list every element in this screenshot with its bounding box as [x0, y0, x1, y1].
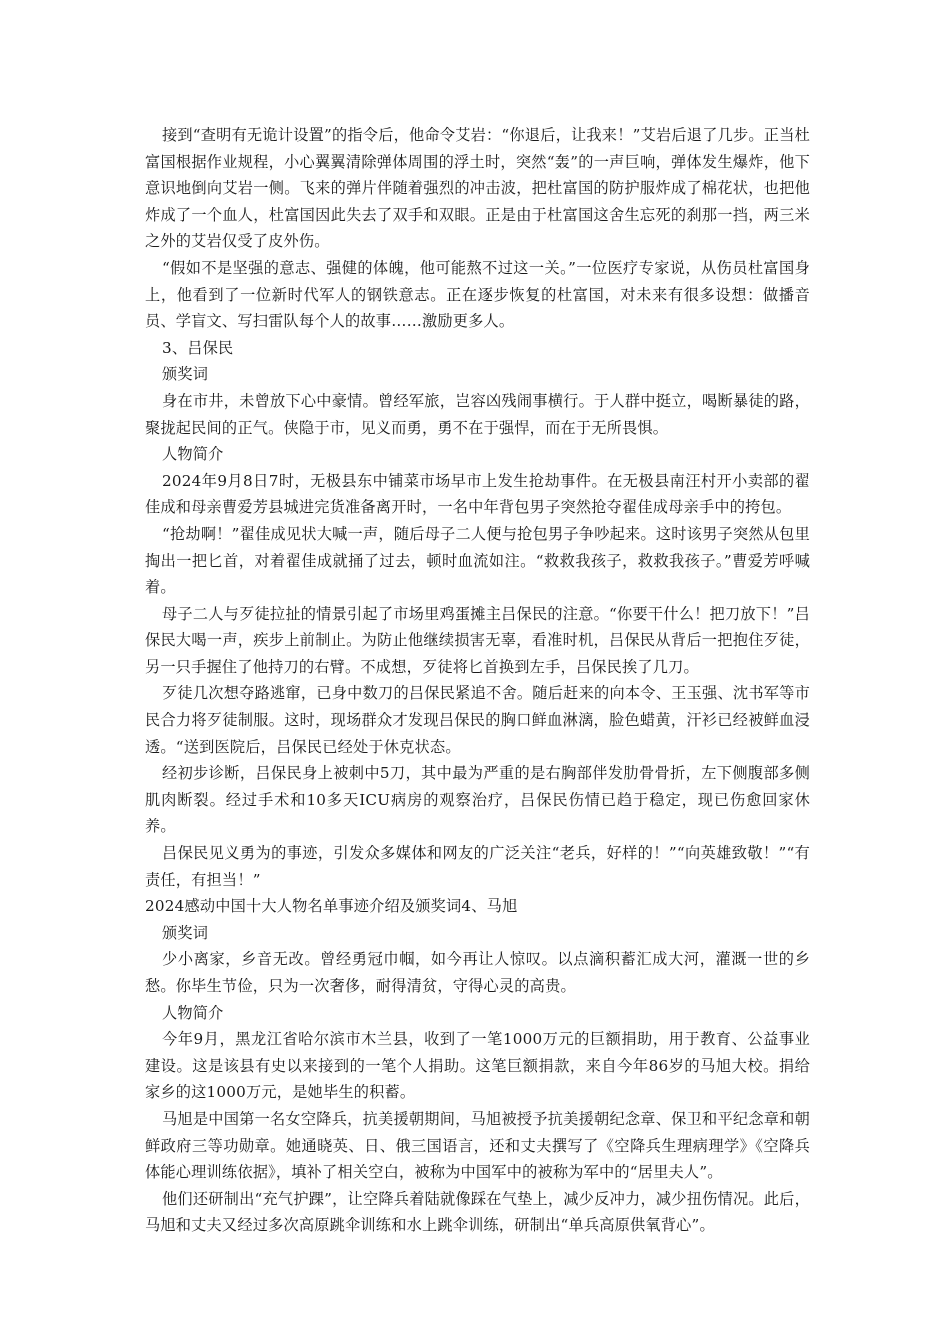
paragraph-du-fuguo-recovery: “假如不是坚强的意志、强健的体魄，他可能熬不过这一关。”一位医疗专家说，从伤员杜富国身上，他看到了一位新时代军人的钢铁意志。正在逐步恢复的杜富国，对未来有很多设想：做播音员、学盲文、写扫雷队每个人的故事……激励更多人。 [145, 258, 810, 331]
paragraph-lv-baomin-chase: 歹徒几次想夺路逃窜，已身中数刀的吕保民紧追不舍。随后赶来的向本令、王玉强、沈书军等市民合力将歹徒制服。这时，现场群众才发现吕保民的胸口鲜血淋漓，脸色蜡黄，汗衫已经被鲜血浸透。“送到医院后，吕保民已经处于休克状态。 [145, 684, 810, 756]
paragraph-ma-xu-inventions: 他们还研制出“充气护踝”，让空降兵着陆就像踩在气垫上，减少反冲力，减少扭伤情况。此后，马旭和丈夫又经过多次高原跳伞训练和水上跳伞训练，研制出“单兵高原供氧背心”。 [145, 1189, 810, 1235]
paragraph-ma-xu-paratrooper: 马旭是中国第一名女空降兵，抗美援朝期间，马旭被授予抗美援朝纪念章、保卫和平纪念章和朝鲜政府三等功勋章。她通晓英、日、俄三国语言，还和丈夫撰写了《空降兵生理病理学》《空降兵体能心理训练依据》，填补了相关空白，被称为中国军中的被称为军中的“居里夫人”。 [145, 1109, 810, 1182]
document-body [145, 122, 810, 1239]
paragraph-lv-baomin-award: 身在市井，未曾放下心中豪情。曾经军旅，岂容凶残闹事横行。于人群中挺立，喝断暴徒的路，聚拢起民间的正气。侠隐于市，见义而勇，勇不在于强悍，而在于无所畏惧。 [145, 391, 810, 437]
paragraph-ma-xu-donation: 今年9月，黑龙江省哈尔滨市木兰县，收到了一笔1000万元的巨额捐助，用于教育、公益事业建设。这是该县有史以来接到的一笔个人捐助。这笔巨额捐款，来自今年86岁的马旭大校。捐给家乡的这1000万元，是她毕生的积蓄。 [145, 1030, 810, 1102]
subheading-award-speech-2: 颁奖词 [162, 923, 209, 942]
paragraph-lv-baomin-diagnosis: 经初步诊断，吕保民身上被刺中5刀，其中最为严重的是右胸部伴发肋骨骨折，左下侧腹部多侧肌肉断裂。经过手术和10多天ICU病房的观察治疗，吕保民伤情已趋于稳定，现已伤愈回家休养。 [145, 764, 810, 836]
paragraph-lv-baomin-intervene: 母子二人与歹徒拉扯的情景引起了市场里鸡蛋摊主吕保民的注意。“你要干什么！把刀放下！”吕保民大喝一声，疾步上前制止。为防止他继续损害无辜，看准时机，吕保民从背后一把抱住歹徒，另一只手握住了他持刀的右臂。不成想，歹徒将匕首换到左手，吕保民挨了几刀。 [145, 604, 810, 676]
section-heading-lv-baomin: 3、吕保民 [162, 338, 234, 357]
paragraph-robbery-event: 2024年9月8日7时，无极县东中铺菜市场早市上发生抢劫事件。在无极县南汪村开小卖部的翟佳成和母亲曹爱芳县城进完货准备离开时，一名中年背包男子突然抢夺翟佳成母亲手中的挎包。 [145, 471, 810, 517]
subheading-profile-2: 人物简介 [162, 1003, 224, 1022]
paragraph-robbery-stabbing: “抢劫啊！”翟佳成见状大喊一声，随后母子二人便与抢包男子争吵起来。这时该男子突然从包里掏出一把匕首，对着翟佳成就捅了过去，顿时血流如注。“救救我孩子，救救我孩子。”曹爱芳呼喊着。 [145, 524, 810, 597]
paragraph-ma-xu-award: 少小离家，乡音无改。曾经勇冠巾帼，如今再让人惊叹。以点滴积蓄汇成大河，灌溉一世的乡愁。你毕生节俭，只为一次奢侈，耐得清贫，守得心灵的高贵。 [145, 950, 810, 995]
section-heading-ma-xu: 2024感动中国十大人物名单事迹介绍及颁奖词4、马旭 [145, 897, 518, 916]
paragraph-du-fuguo-explosion: 接到“查明有无诡计设置”的指令后，他命令艾岩：“你退后，让我来！”艾岩后退了几步。正当杜富国根据作业规程，小心翼翼清除弹体周围的浮土时，突然“轰”的一声巨响，弹体发生爆炸，他下意识地倒向艾岩一侧。飞来的弹片伴随着强烈的冲击波，把杜富国的防护服炸成了棉花状，也把他炸成了一个血人，杜富国因此失去了双手和双眼。正是由于杜富国这舍生忘死的刹那一挡，两三米之外的艾岩仅受了皮外伤。 [145, 126, 810, 251]
paragraph-lv-baomin-attention: 吕保民见义勇为的事迹，引发众多媒体和网友的广泛关注“老兵，好样的！”“向英雄致敬！”“有责任，有担当！” [145, 844, 810, 889]
subheading-profile: 人物简介 [162, 445, 224, 464]
subheading-award-speech: 颁奖词 [162, 365, 209, 384]
